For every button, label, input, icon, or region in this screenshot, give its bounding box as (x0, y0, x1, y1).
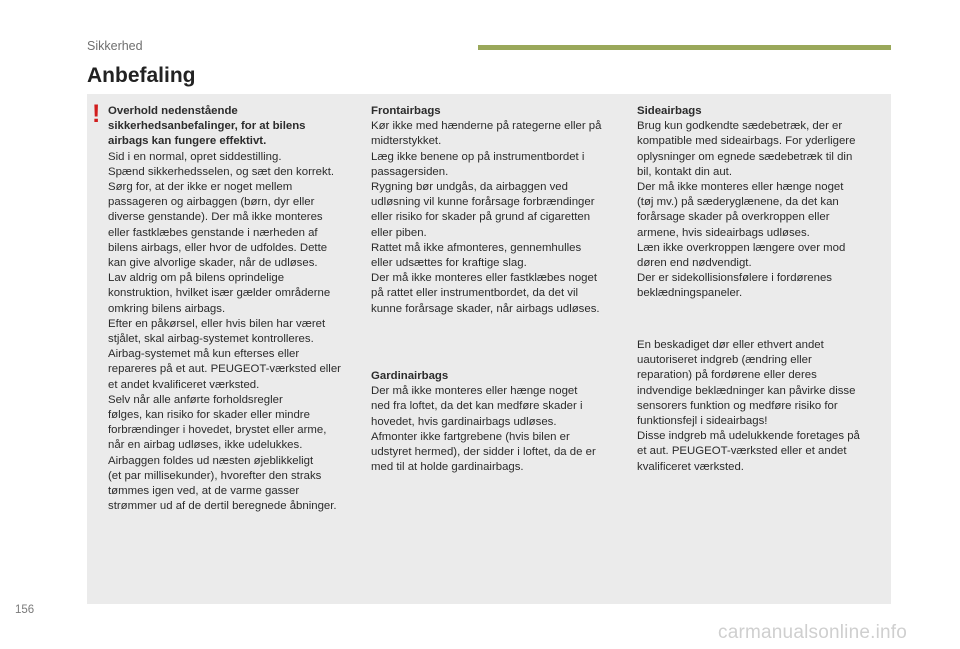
page-number: 156 (15, 604, 35, 616)
sideairbags-body: Brug kun godkendte sædebetræk, der er kompatible med sideairbags. For yderligere oplysninger om egnede sædebetræk til din bil, kontakt din aut. Der må ikke monteres eller hænge noget (tøj mv.) på sæderyglænene, da det kan forårsage skader på overkroppen eller armene, hvis sideairbags udløses. Læn ikke overkroppen længere over mod døren end nødvendigt. Der er sidekollisionsfølere i fordørenes beklædningspaneler. (637, 120, 856, 300)
section-label: Sikkerhed (87, 39, 143, 53)
frontairbags-column (371, 104, 621, 317)
warning-heading: Overhold nedenstående sikkerhedsanbefalinger, for at bilens airbags kan fungere effektivt. (108, 105, 306, 148)
warning-column (108, 104, 358, 514)
header-accent-bar (478, 45, 891, 50)
sideairbags-heading: Sideairbags (637, 105, 702, 117)
watermark: carmanualsonline.info (718, 622, 908, 643)
gardinairbags-column (371, 369, 621, 475)
door-note-column (637, 338, 882, 475)
gardinairbags-heading: Gardinairbags (371, 370, 449, 382)
warning-body: Sid i en normal, opret siddestilling. Spænd sikkerhedsselen, og sæt den korrekt. Sørg for, at der ikke er noget mellem passageren og airbaggen (børn, dyr eller diverse genstande). Der må ikke monteres eller fastklæbes genstande i nærheden af bilens airbags, eller hvor de udfoldes. Dette kan give alvorlige skader, når de udløses. Lav aldrig om på bilens oprindelige konstruktion, hvilket især gælder områderne omkring bilens airbags. Efter en påkørsel, eller hvis bilen har været stjålet, skal airbag-systemet kontrolleres. Airbag-systemet må kun efterses eller repareres på et aut. PEUGEOT-værksted eller et andet kvalificeret værksted. Selv når alle anførte forholdsregler følges, kan risiko for skader eller mindre forbrændinger i hovedet, brystet eller arme, når en airbag udløses, ikke udelukkes. Airbaggen foldes ud næsten øjeblikkeligt (et par millisekunder), hvorefter den straks tømmes igen ved, at de varme gasser strømmer ud af de dertil beregnede åbninger. (108, 150, 341, 513)
frontairbags-heading: Frontairbags (371, 105, 441, 117)
door-note-body: En beskadiget dør eller ethvert andet uautoriseret indgreb (ændring eller reparation) på fordørene eller deres indvendige beklædninger kan påvirke disse sensorers funktion og medføre risiko for funktionsfejl i sideairbags! Disse indgreb må udelukkende foretages på et aut. PEUGEOT-værksted eller et andet kvalificeret værksted. (637, 339, 860, 473)
gardinairbags-body: Der må ikke monteres eller hænge noget ned fra loftet, da det kan medføre skader i hovedet, hvis gardinairbags udløses. Afmonter ikke fartgrebene (hvis bilen er udstyret hermed), der sidder i loftet, da de er med til at holde gardinairbags. (371, 385, 596, 474)
page-title: Anbefaling (87, 64, 196, 87)
frontairbags-body: Kør ikke med hænderne på rategerne eller på midterstykket. Læg ikke benene op på instrumentbordet i passagersiden. Rygning bør undgås, da airbaggen ved udløsning vil kunne forårsage forbrændinger eller risiko for skader på grund af cigaretten eller piben. Rattet må ikke afmonteres, gennemhulles eller udsættes for kraftige slag. Der må ikke monteres eller fastklæbes noget på rattet eller instrumentbordet, da det vil kunne forårsage skader, når airbags udløses. (371, 120, 602, 315)
warning-icon: ! (92, 100, 101, 128)
sideairbags-column (637, 104, 882, 302)
